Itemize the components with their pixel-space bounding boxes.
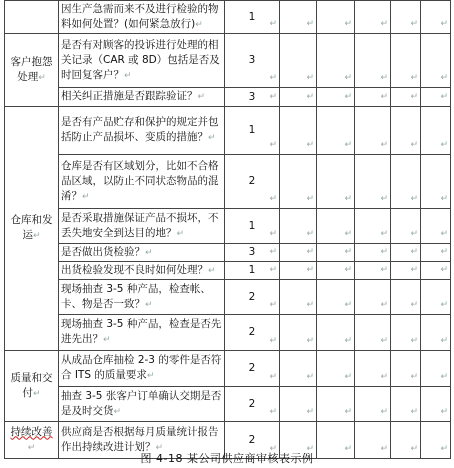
table-row	[5, 1, 451, 34]
blank-cell: ↵	[280, 244, 317, 262]
blank-cell: ↵	[317, 88, 355, 107]
score-cell: 1 ↵	[225, 262, 280, 280]
blank-cell: ↵	[355, 315, 391, 351]
blank-cell: ↵	[421, 34, 451, 88]
blank-cell: ↵	[355, 280, 391, 315]
blank-cell: ↵	[317, 262, 355, 280]
question-cell: 是否做出货检验？↵	[59, 244, 225, 262]
question-cell: 出货检验发现不良时如何处理？↵	[59, 262, 225, 280]
blank-cell: ↵	[421, 262, 451, 280]
blank-cell: ↵	[355, 422, 391, 459]
blank-cell: ↵	[317, 244, 355, 262]
question-cell: 相关纠正措施是否跟踪验证？↵	[59, 88, 225, 107]
blank-cell: ↵	[391, 262, 421, 280]
table-row	[5, 351, 451, 387]
blank-cell: ↵	[391, 351, 421, 387]
question-cell: 是否有产品贮存和保护的规定并包括防止产品损坏、变质的措施？↵	[59, 107, 225, 155]
question-cell: 现场抽查 3-5 种产品，检查是否先进先出？↵	[59, 315, 225, 351]
blank-cell: ↵	[280, 262, 317, 280]
question-cell: 仓库是否有区域划分，比如不合格品区域，以防止不同状态物品的混淆？↵	[59, 155, 225, 209]
blank-cell: ↵	[391, 34, 421, 88]
blank-cell: ↵	[280, 1, 317, 34]
blank-cell: ↵	[421, 315, 451, 351]
blank-cell: ↵	[391, 315, 421, 351]
question-cell: 是否采取措施保证产品不损坏，不丢失地安全到达目的地？↵	[59, 209, 225, 244]
blank-cell: ↵	[355, 155, 391, 209]
score-cell: 1 ↵	[225, 1, 280, 34]
score-cell: 1 ↵	[225, 209, 280, 244]
table-row	[5, 209, 451, 244]
blank-cell: ↵	[355, 387, 391, 422]
score-cell: 1 ↵	[225, 107, 280, 155]
blank-cell: ↵	[391, 422, 421, 459]
blank-cell: ↵	[421, 209, 451, 244]
blank-cell: ↵	[355, 244, 391, 262]
score-cell: 2 ↵	[225, 280, 280, 315]
blank-cell: ↵	[280, 209, 317, 244]
blank-cell: ↵	[355, 107, 391, 155]
category-cell-complaint: 客户抱怨处理↵	[5, 34, 59, 107]
score-cell: 2 ↵	[225, 422, 280, 459]
blank-cell: ↵	[355, 34, 391, 88]
blank-cell: ↵	[317, 422, 355, 459]
figure-caption: 图 4-18 某公司供应商审核表示例	[140, 452, 314, 465]
blank-cell: ↵	[391, 155, 421, 209]
question-cell: 抽查 3-5 张客户订单确认交期是否是及时交货↵	[59, 387, 225, 422]
blank-cell: ↵	[280, 387, 317, 422]
question-cell: 供应商是否根据每月质量统计报告作出持续改进计划？↵	[59, 422, 225, 459]
blank-cell: ↵	[317, 351, 355, 387]
score-cell: 3 ↵	[225, 34, 280, 88]
blank-cell: ↵	[317, 1, 355, 34]
blank-cell: ↵	[317, 155, 355, 209]
table-row	[5, 262, 451, 280]
blank-cell: ↵	[421, 155, 451, 209]
blank-cell: ↵	[317, 280, 355, 315]
table-row	[5, 88, 451, 107]
blank-cell: ↵	[280, 315, 317, 351]
table-row	[5, 315, 451, 351]
blank-cell: ↵	[355, 88, 391, 107]
blank-cell: ↵	[317, 209, 355, 244]
category-cell-quality: 质量和交付↵	[5, 351, 59, 422]
category-cell-warehouse: 仓库和发运↵	[5, 107, 59, 351]
score-cell: 3 ↵	[225, 244, 280, 262]
blank-cell: ↵	[280, 34, 317, 88]
table-row	[5, 387, 451, 422]
blank-cell: ↵	[280, 280, 317, 315]
score-cell: 2 ↵	[225, 155, 280, 209]
question-cell: 从成品仓库抽检 2-3 的零件是否符合 ITS 的质量要求↵	[59, 351, 225, 387]
blank-cell: ↵	[317, 107, 355, 155]
score-cell: 2 ↵	[225, 387, 280, 422]
blank-cell: ↵	[421, 280, 451, 315]
blank-cell: ↵	[391, 1, 421, 34]
blank-cell: ↵	[421, 107, 451, 155]
blank-cell: ↵	[391, 88, 421, 107]
question-cell: 因生产急需而来不及进行检验的物料如何处置？(如何紧急放行)↵	[59, 1, 225, 34]
blank-cell: ↵	[391, 244, 421, 262]
score-cell: 3 ↵	[225, 88, 280, 107]
blank-cell: ↵	[391, 387, 421, 422]
score-cell: 2 ↵	[225, 315, 280, 351]
blank-cell: ↵	[391, 209, 421, 244]
category-cell-cont	[5, 1, 59, 34]
question-cell: 现场抽查 3-5 种产品，检查帐、卡、物是否一致？↵	[59, 280, 225, 315]
blank-cell: ↵	[280, 107, 317, 155]
blank-cell: ↵	[391, 107, 421, 155]
blank-cell: ↵	[280, 422, 317, 459]
category-cell-improve: 持续改善↵	[5, 422, 59, 459]
blank-cell: ↵	[421, 244, 451, 262]
blank-cell: ↵	[391, 280, 421, 315]
blank-cell: ↵	[421, 422, 451, 459]
blank-cell: ↵	[355, 1, 391, 34]
blank-cell: ↵	[355, 262, 391, 280]
blank-cell: ↵	[355, 209, 391, 244]
blank-cell: ↵	[317, 315, 355, 351]
table-row	[5, 107, 451, 155]
blank-cell: ↵	[280, 88, 317, 107]
table-row	[5, 34, 451, 88]
blank-cell: ↵	[421, 1, 451, 34]
score-cell: 2 ↵	[225, 351, 280, 387]
table-row	[5, 155, 451, 209]
blank-cell: ↵	[317, 34, 355, 88]
table-row	[5, 280, 451, 315]
blank-cell: ↵	[421, 88, 451, 107]
question-cell: 是否有对顾客的投诉进行处理的相关记录（CAR 或 8D）包括是否及时回复客户？↵	[59, 34, 225, 88]
audit-table	[4, 0, 451, 459]
blank-cell: ↵	[280, 351, 317, 387]
blank-cell: ↵	[355, 351, 391, 387]
blank-cell: ↵	[317, 387, 355, 422]
blank-cell: ↵	[280, 155, 317, 209]
blank-cell: ↵	[421, 387, 451, 422]
blank-cell: ↵	[421, 351, 451, 387]
table-row	[5, 244, 451, 262]
